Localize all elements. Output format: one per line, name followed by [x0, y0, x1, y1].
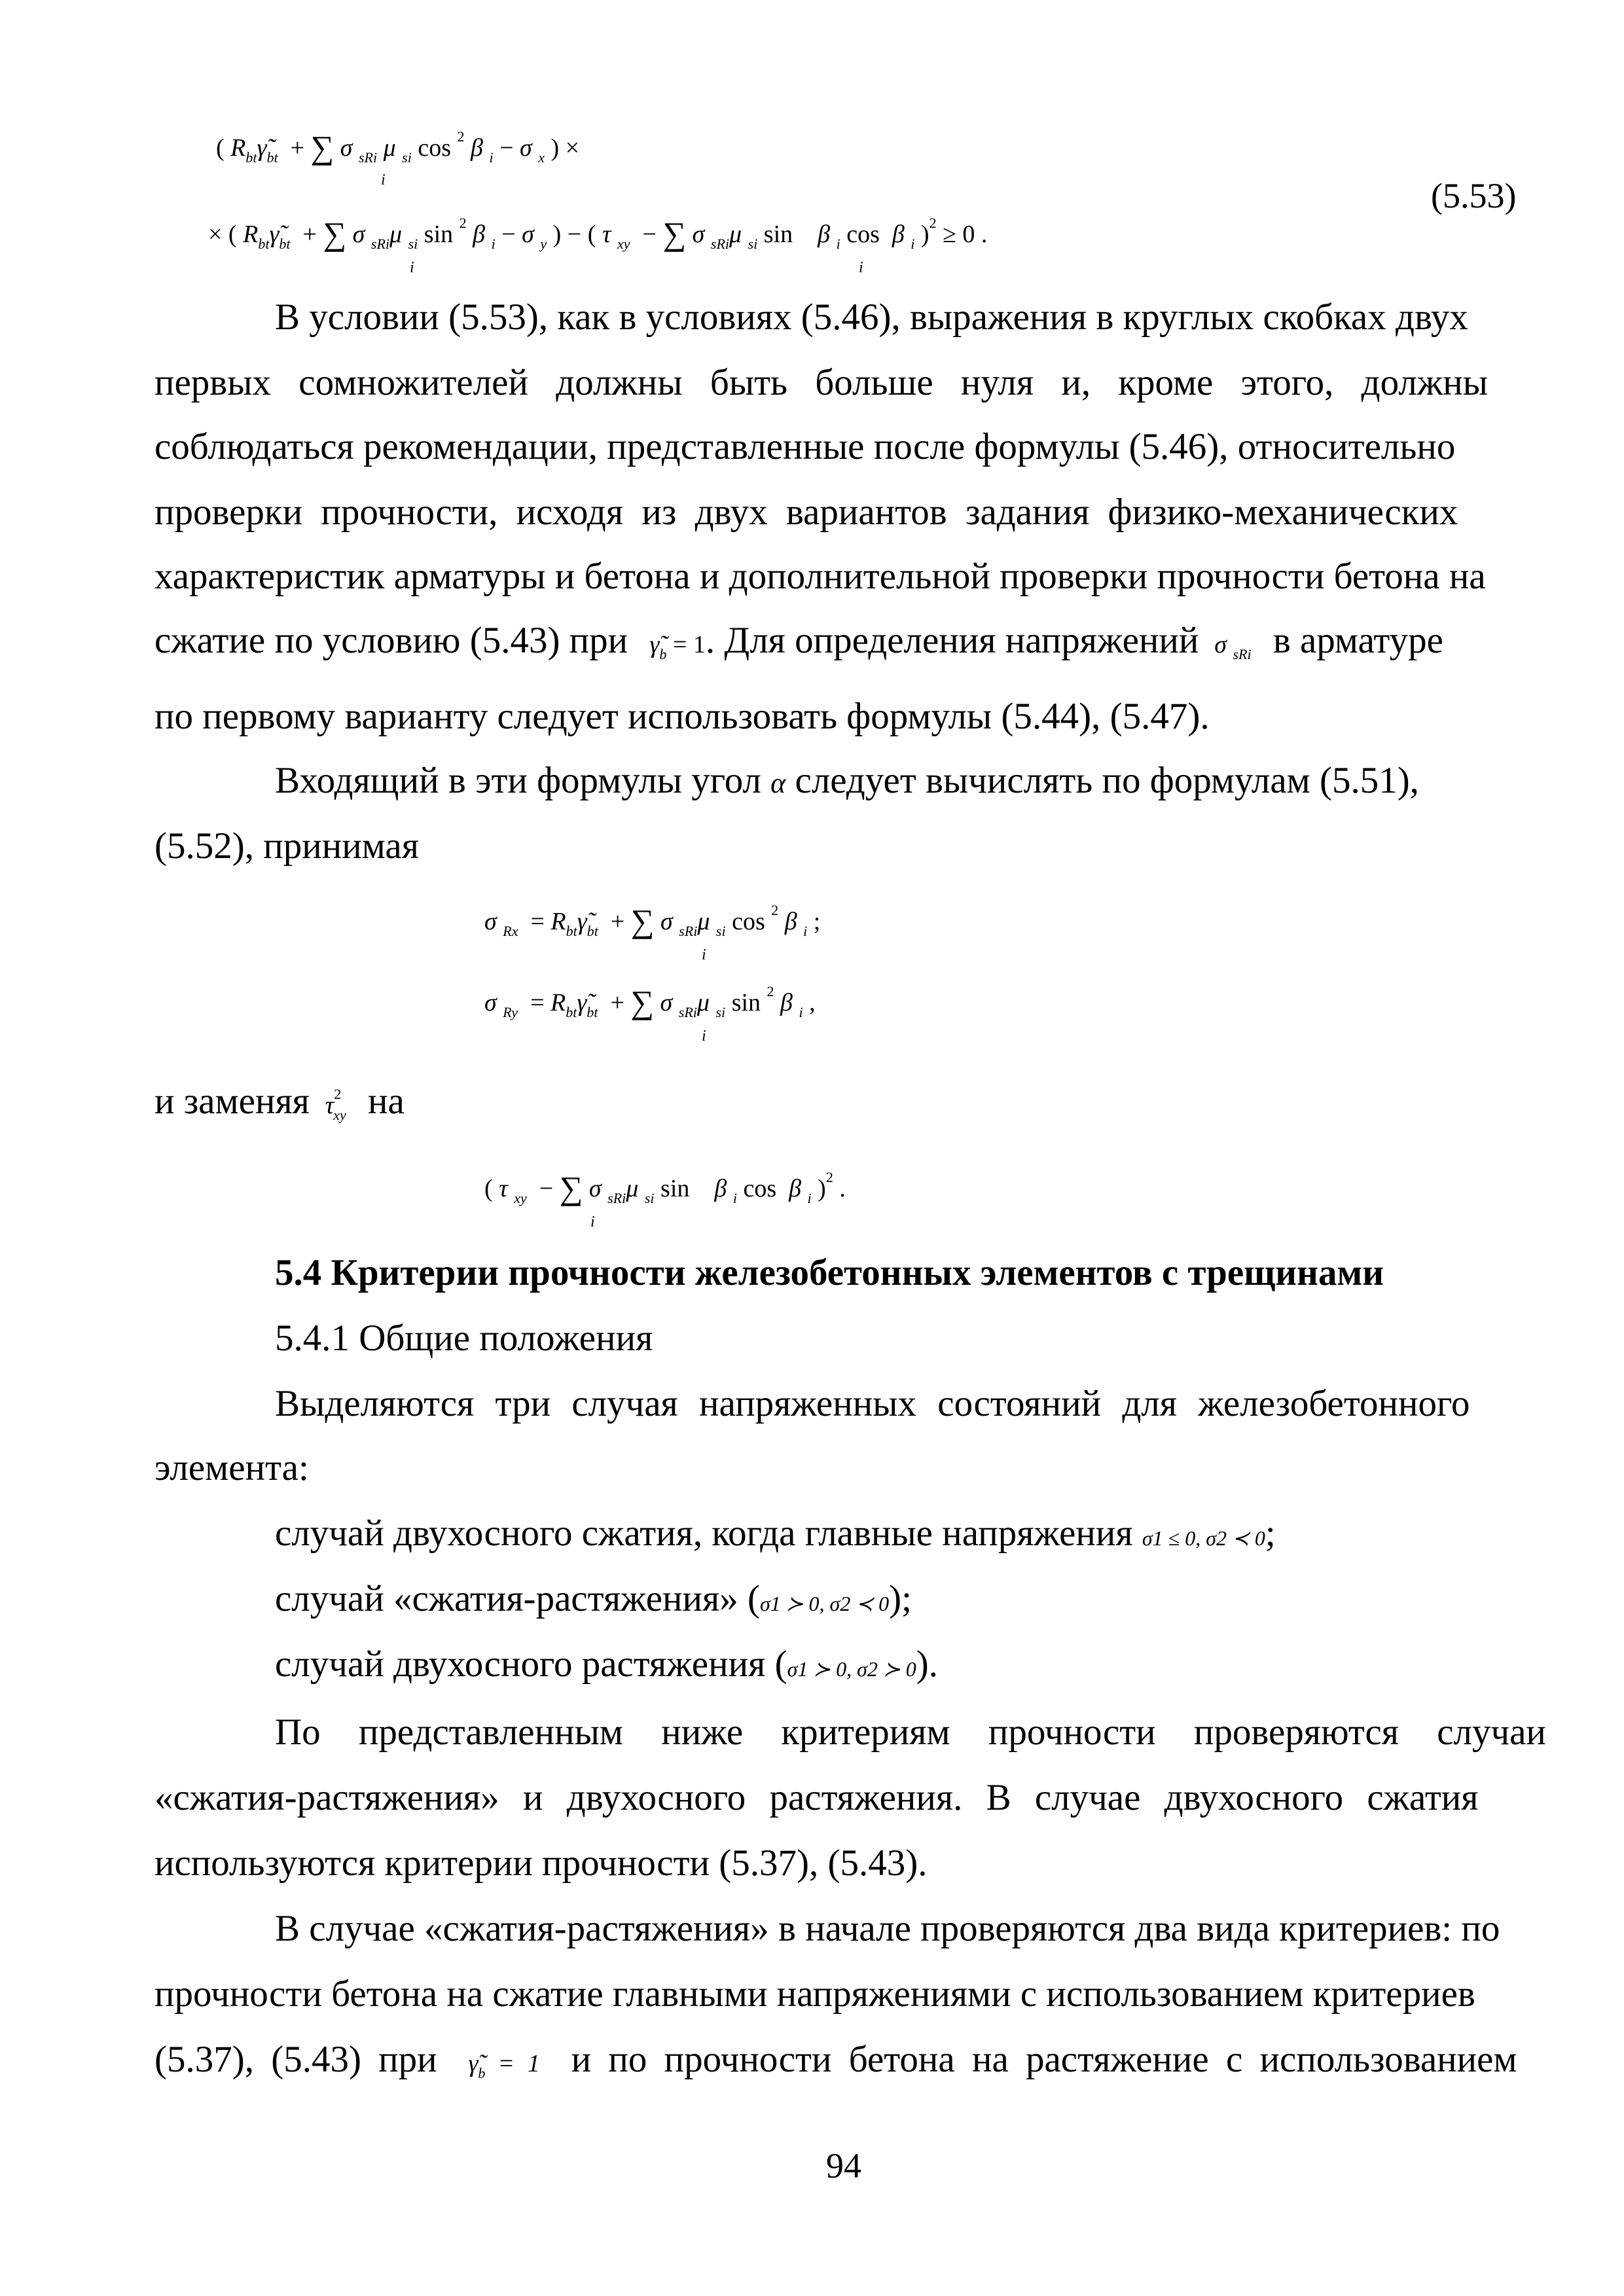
para2-line-1-start: Входящий в эти формулы угол [275, 760, 761, 801]
case-condition: σ1 ≤ 0, σ2 ≺ 0 [1142, 1526, 1265, 1550]
gamma-b-formula: $\gammã_b = 1$ [468, 2050, 540, 2081]
replace-line-end: на [368, 1081, 405, 1122]
sum-index: i [859, 259, 863, 276]
replace-line-start: и заменяя [154, 1081, 310, 1122]
para1-line-6-end: в арматуре [1272, 620, 1443, 661]
case-text: случай двухосного сжатия, когда главные напряжения [275, 1513, 1133, 1554]
subsection-heading: 5.4.1 Общие положения [275, 1318, 653, 1359]
para5-line-3 [154, 2039, 1517, 2081]
para2-line-2: (5.52), принимая [154, 825, 419, 867]
case-tail: ; [1265, 1513, 1276, 1554]
replace-line [154, 1081, 405, 1123]
case-biaxial-compression [275, 1515, 1276, 1552]
tau-xy-squared: $\tau^2_{xy}$ [325, 1086, 346, 1123]
gamma-b-formula: $\gammã_b = 1$ [649, 631, 706, 662]
para1-line-7: по первому варианту следует использовать формулы (5.44), (5.47). [154, 696, 1210, 737]
para1-line-5: характеристик арматуры и бетона и дополнительной проверки прочности бетона на [154, 556, 1486, 597]
sum-index: i [702, 946, 706, 963]
equation-number: (5.53) [1431, 176, 1517, 215]
sum-index: i [410, 259, 414, 276]
case-tail: ). [916, 1643, 938, 1685]
para1-line-6-mid: . Для определения напряжений [705, 620, 1199, 661]
section-heading: 5.4 Критерии прочности железобетонных элементов с трещинами [275, 1252, 1384, 1293]
para3-line-1: Выделяются три случая напряженных состояний для железобетонного [275, 1383, 1470, 1424]
formula-tau: ( τ $_{xy}$ − ∑ σ $_{sRi}$μ $_{si}$ sin β $_i$ cos β $_i$ )$^2$ . [484, 1169, 846, 1206]
para5-line-3-start: (5.37), (5.43) при [154, 2039, 437, 2080]
para1-line-1: В условии (5.53), как в условиях (5.46), выражения в круглых скобках двух [275, 296, 1468, 338]
para4-line-1: По представленным ниже критериям прочности проверяются случаи [275, 1712, 1546, 1753]
para5-line-3-end: и по прочности бетона на растяжение с использованием [571, 2039, 1517, 2080]
alpha-symbol: α [770, 767, 786, 799]
para4-line-2: «сжатия-растяжения» и двухосного растяжения. В случае двухосного сжатия [154, 1777, 1479, 1818]
formula-sigma-ry: σ $_{Ry} = R_{bt}\gammã_{bt}$ + ∑ σ $_{sRi}$μ $_{si}$ sin $^2$ β $_i$ , [484, 983, 816, 1020]
para2-line-1 [275, 762, 1419, 799]
para5-line-2: прочности бетона на сжатие главными напряжениями с использованием критериев [154, 1973, 1475, 2015]
sigma-sri-inline: σ $_{sRi}$ [1214, 631, 1252, 662]
formula-5-53-line-2-render: × ( $R_{bt}\gammã_{bt}$ + ∑ σ $_{sRi}$μ $_{si}$ sin $^2$ β $_i$ − σ $_y$ ) − ( τ $_{xy}$ − ∑ σ $_{sRi}$μ $_{si}$ sin β $_i$ cos β $_i$ )$^2$ ≥ 0 . [208, 215, 988, 252]
sum-index: i [381, 171, 386, 188]
case-biaxial-tension [275, 1645, 938, 1683]
case-condition: σ1 ≻ 0, σ2 ≻ 0 [787, 1657, 916, 1681]
para1-line-3: соблюдаться рекомендации, представленные после формулы (5.46), относительно [154, 426, 1456, 467]
page-number: 94 [826, 2146, 861, 2185]
case-text: случай «сжатия-растяжения» ( [275, 1578, 760, 1619]
sum-index: i [702, 1028, 706, 1045]
para2-line-1-end: следует вычислять по формулам (5.51), [795, 760, 1419, 801]
para1-line-6-start: сжатие по условию (5.43) при [154, 620, 628, 661]
para1-line-6 [154, 620, 1443, 662]
para5-line-1: В случае «сжатия-растяжения» в начале проверяются два вида критериев: по [275, 1908, 1500, 1949]
case-compression-tension [275, 1580, 912, 1617]
para4-line-3: используются критерии прочности (5.37), (5.43). [154, 1842, 928, 1884]
para3-line-2: элемента: [154, 1447, 309, 1488]
formula-5-53-line-1-render: ( $R_{bt}\gammã_{bt}$ + ∑ σ $_{sRi}$ μ $_{si}$ cos $^2$ β $_i$ − σ $_x$ ) × [216, 128, 580, 166]
case-tail: ); [889, 1578, 912, 1619]
sum-index: i [590, 1213, 595, 1230]
case-text: случай двухосного растяжения ( [275, 1643, 787, 1685]
para1-line-2: первых сомножителей должны быть больше нуля и, кроме этого, должны [154, 362, 1489, 403]
para1-line-4: проверки прочности, исходя из двух вариантов задания физико-механических [154, 492, 1458, 533]
case-condition: σ1 ≻ 0, σ2 ≺ 0 [759, 1592, 890, 1615]
formula-sigma-rx: σ $_{Rx} = R_{bt}\gammã_{bt}$ + ∑ σ $_{sRi}$μ $_{si}$ cos $^2$ β $_i$ ; [484, 902, 821, 939]
